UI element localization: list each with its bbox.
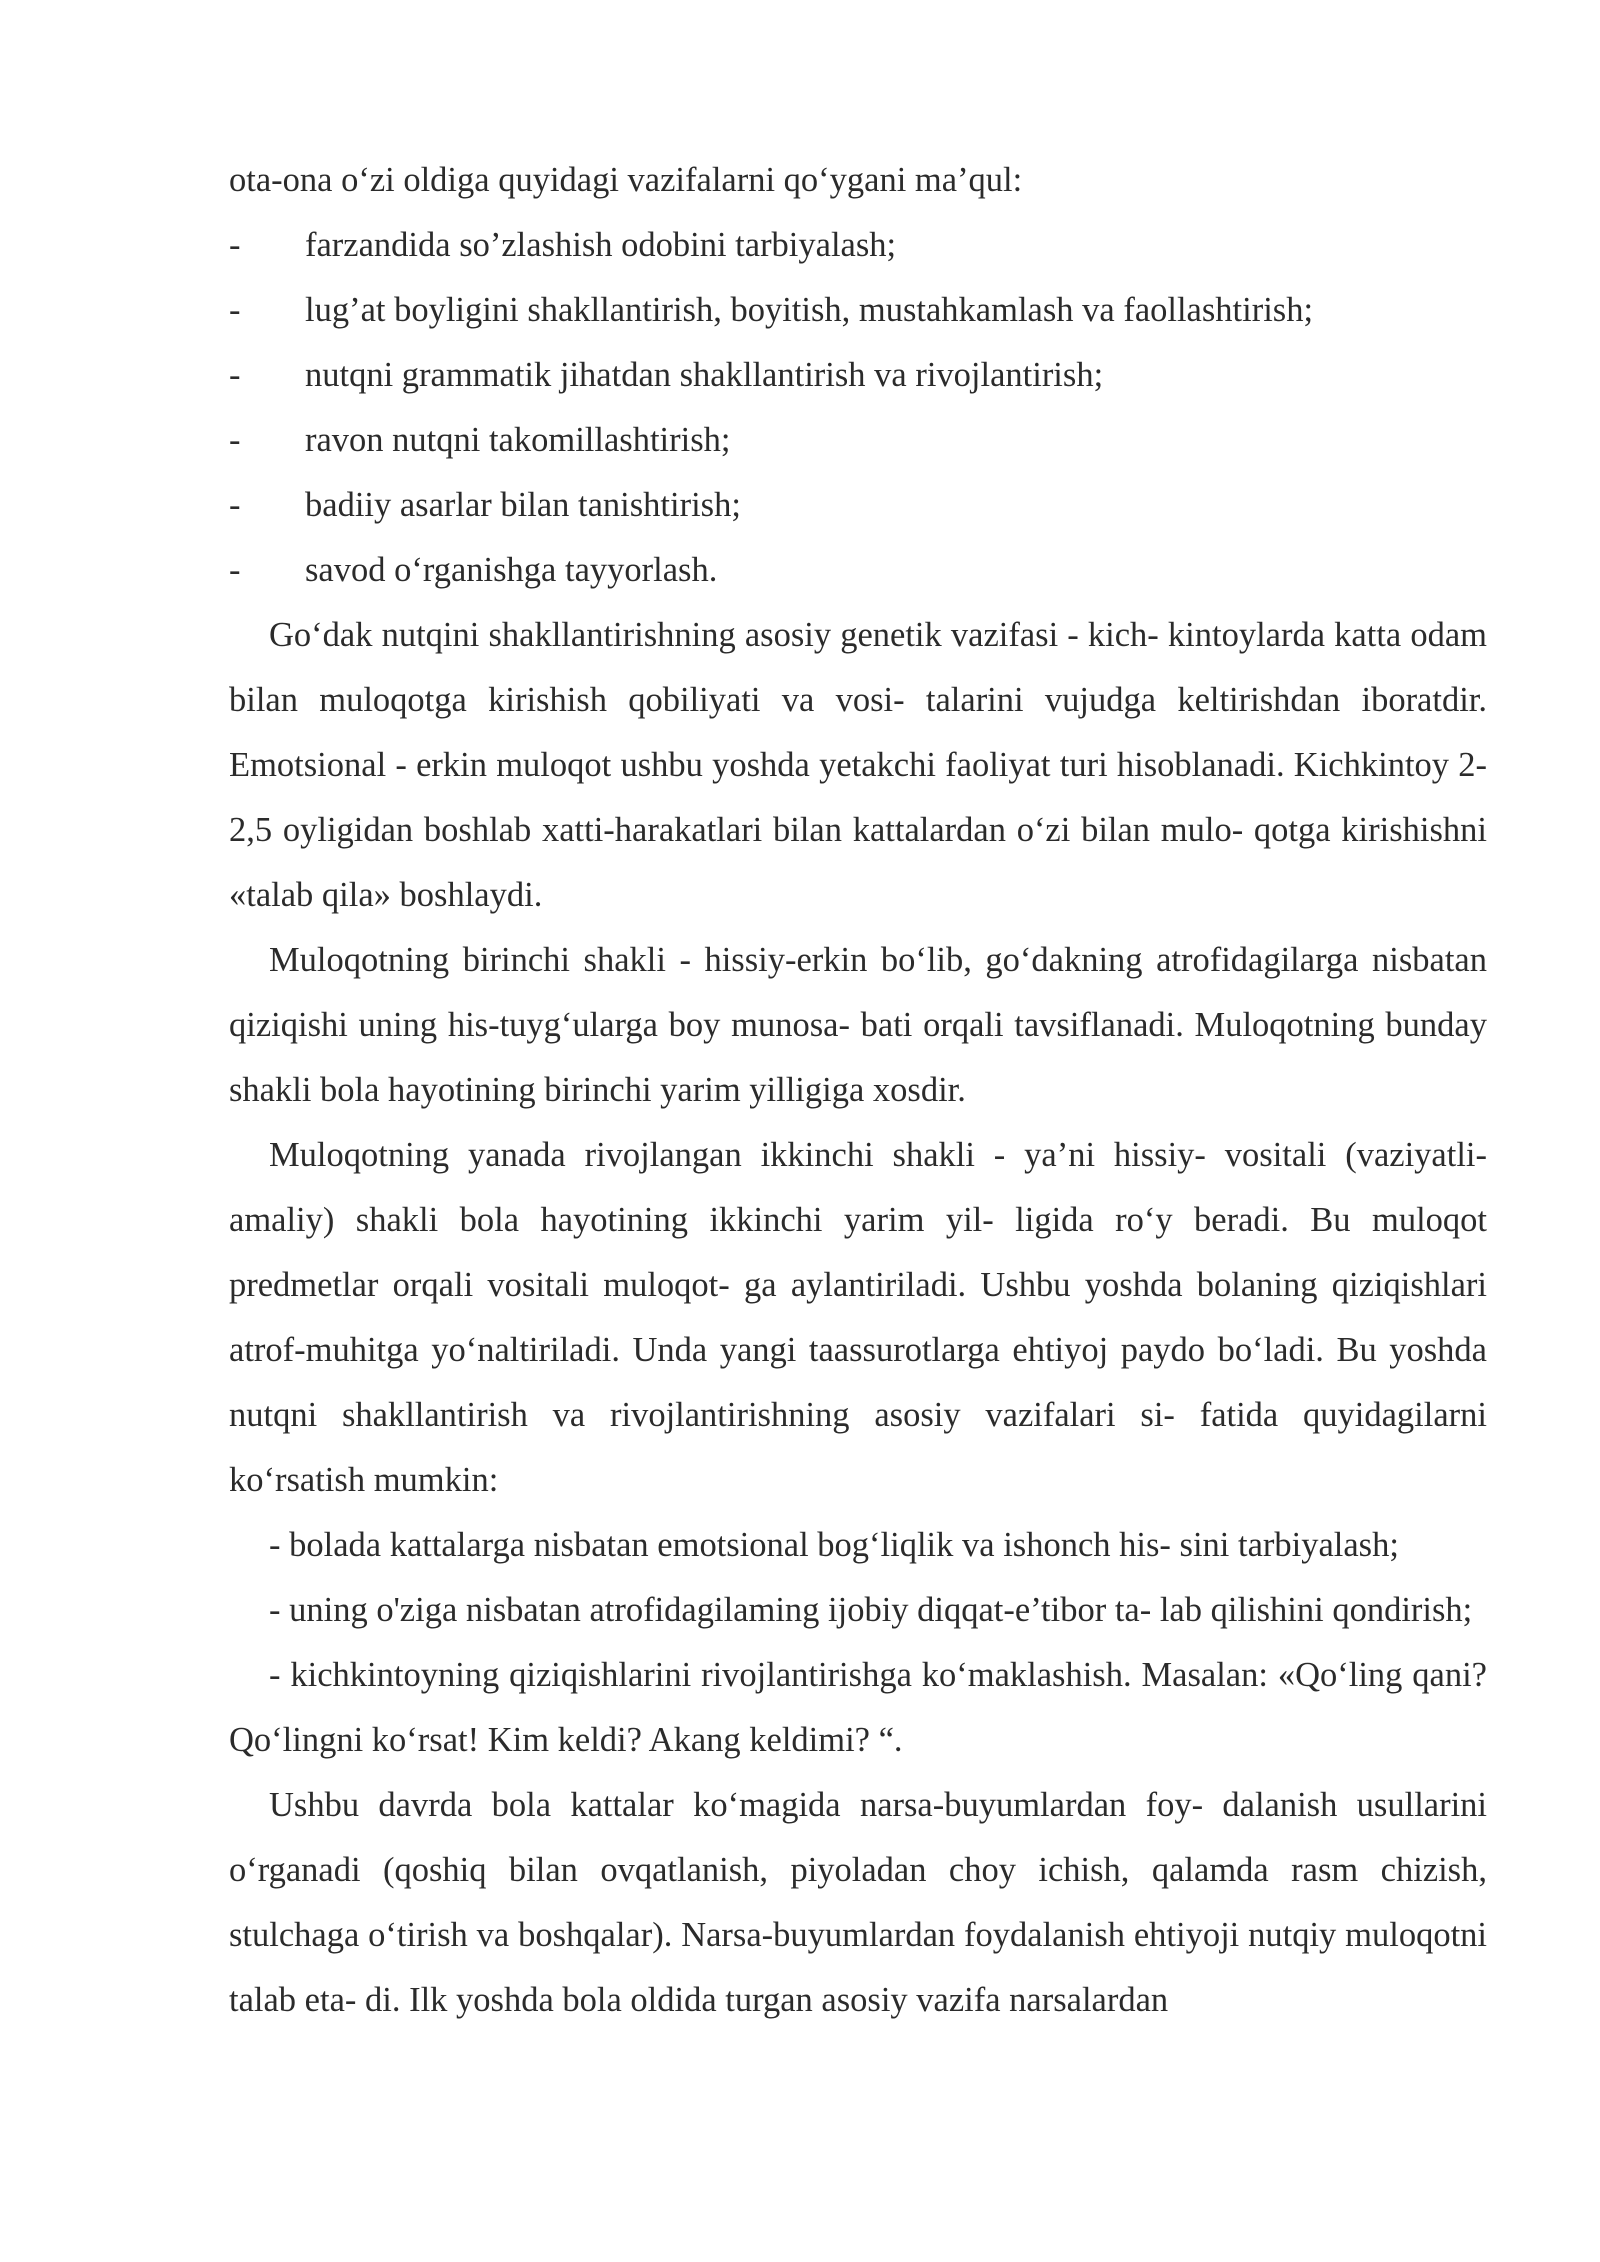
list-item: [229, 408, 1487, 473]
list-item: [229, 343, 1487, 408]
list-item-text: badiiy asarlar bilan tanishtirish;: [305, 486, 741, 524]
paragraph-task-attention: - uning o'ziga nisbatan atrofidagilaming ijobiy diqqat-e’tibor ta- lab qilishini qondirish;: [269, 1591, 1473, 1629]
paragraph-second-form: Muloqotning yanada rivojlangan ikkinchi shakli - ya’ni hissiy- vositali (vaziyatli-amaliy) shakli bola hayotining ikkinchi yarim yil- ligida ro‘y beradi. Bu muloqot predmetlar orqali vositali muloqot- ga aylantiriladi. Ushbu yoshda bolaning qiziqishlari atrof-muhitga yo‘naltiriladi. Unda yangi taassurotlarga ehtiyoj paydo bo‘ladi. Bu yoshda nutqni shakllantirish va rivojlantirishning asosiy vazifalari si- fatida quyidagilarni ko‘rsatish mumkin:: [229, 1136, 1487, 1499]
dash-marker: -: [229, 551, 241, 589]
list-item: [229, 278, 1487, 343]
list-item-text: savod o‘rganishga tayyorlash.: [305, 551, 718, 589]
dash-marker: -: [229, 486, 241, 524]
dash-marker: -: [229, 226, 241, 264]
paragraph-task-interests: - kichkintoyning qiziqishlarini rivojlantirishga ko‘maklashish. Masalan: «Qo‘ling qani? Qo‘lingni ko‘rsat! Kim keldi? Akang keldimi? “.: [229, 1656, 1487, 1759]
list-item: [229, 473, 1487, 538]
paragraph-genetic-task: Go‘dak nutqini shakllantirishning asosiy genetik vazifasi - kich- kintoylarda katta odam bilan muloqotga kirishish qobiliyati va vosi- talarini vujudga keltirishdan iboratdir. Emotsional - erkin muloqot ushbu yoshda yetakchi faoliyat turi hisoblanadi. Kichkintoy 2-2,5 oyligidan boshlab xatti-harakatlari bilan kattalardan o‘zi bilan mulo- qotga kirishishni «talab qila» boshlaydi.: [229, 616, 1487, 914]
list-item: [229, 538, 1487, 603]
list-item-text: ravon nutqni takomillashtirish;: [305, 421, 731, 459]
page-text: [229, 148, 1487, 2033]
dash-marker: -: [229, 291, 241, 329]
list-item-text: farzandida so’zlashish odobini tarbiyalash;: [305, 226, 897, 264]
list-item-text: lug’at boyligini shakllantirish, boyitish, mustahkamlash va faollashtirish;: [305, 291, 1314, 329]
paragraph-object-use: Ushbu davrda bola kattalar ko‘magida narsa-buyumlardan foy- dalanish usullarini o‘rganadi (qoshiq bilan ovqatlanish, piyoladan choy ichish, qalamda rasm chizish, stulchaga o‘tirish va boshqalar). Narsa-buyumlardan foydalanish ehtiyoji nutqiy muloqotni talab eta- di. Ilk yoshda bola oldida turgan asosiy vazifa narsalardan: [229, 1786, 1487, 2019]
paragraph-task-trust: - bolada kattalarga nisbatan emotsional bog‘liqlik va ishonch his- sini tarbiyalash;: [269, 1526, 1399, 1564]
paragraph-first-form: Muloqotning birinchi shakli - hissiy-erkin bo‘lib, go‘dakning atrofidagilarga nisbatan qiziqishi uning his-tuyg‘ularga boy munosa- bati orqali tavsiflanadi. Muloqotning bunday shakli bola hayotining birinchi yarim yilligiga xosdir.: [229, 941, 1487, 1109]
dash-marker: -: [229, 421, 241, 459]
list-item: [229, 213, 1487, 278]
intro-line: ota-ona o‘zi oldiga quyidagi vazifalarni qo‘ygani ma’qul:: [229, 161, 1023, 199]
dash-marker: -: [229, 356, 241, 394]
list-item-text: nutqni grammatik jihatdan shakllantirish va rivojlantirish;: [305, 356, 1104, 394]
task-list: [229, 213, 1487, 603]
